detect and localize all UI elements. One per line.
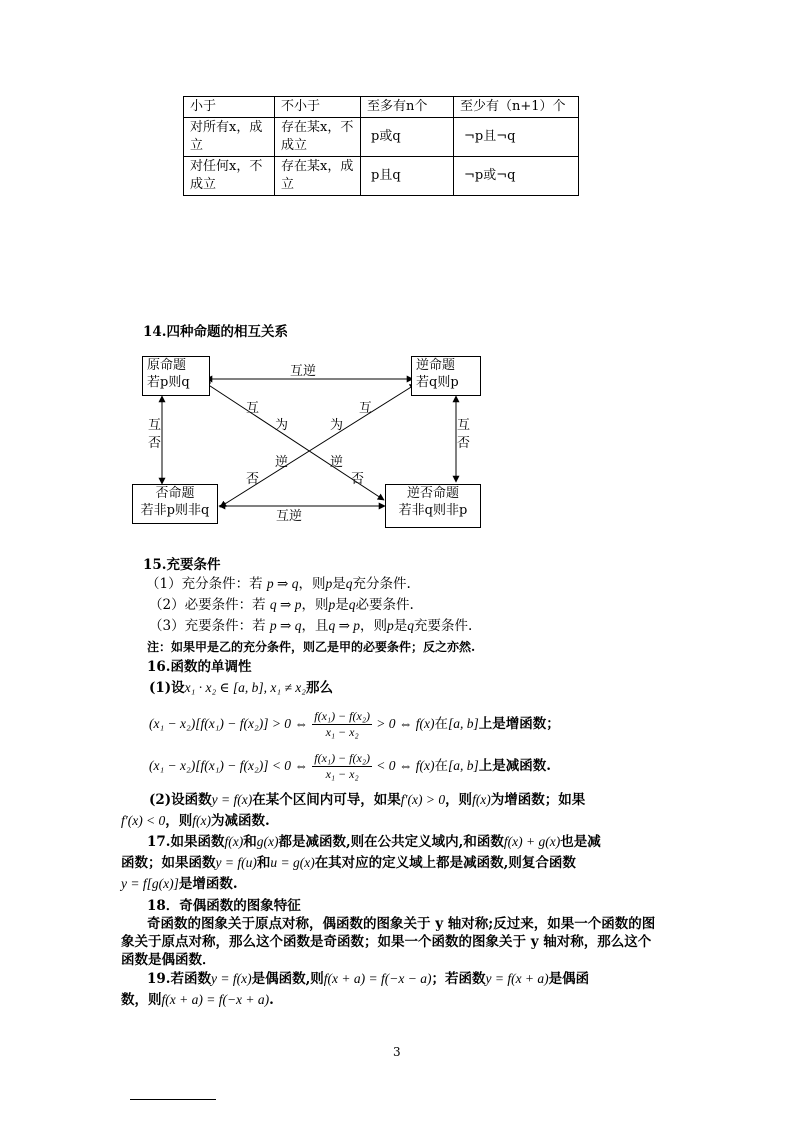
monotonic-def-line xyxy=(149,679,333,697)
text: 是 xyxy=(393,618,408,634)
note-line: 注：如果甲是乙的充分条件，则乙是甲的必要条件；反之亦然. xyxy=(147,640,476,654)
derivative-line-1 xyxy=(149,791,585,809)
math: p xyxy=(325,576,333,591)
inverse-proposition-box xyxy=(132,484,218,524)
diagonal-label: 逆 xyxy=(330,455,344,470)
fraction xyxy=(312,709,372,740)
converse-label-top: 互逆 xyxy=(290,364,317,379)
section-16-title: 16.函数的单调性 xyxy=(147,659,252,675)
text: (2)设函数 xyxy=(149,792,212,808)
table-header-cell: 至多有n个 xyxy=(361,97,454,118)
math: y = f(x + a) xyxy=(485,971,549,986)
diagonal-label: 互 xyxy=(359,401,373,416)
table-cell: 存在某x，成立 xyxy=(275,157,361,196)
table-cell: 对所有x，成立 xyxy=(184,118,275,157)
text: 在 xyxy=(434,758,448,774)
text: (1)设 xyxy=(149,680,185,696)
math: [a, b] xyxy=(448,758,479,773)
math: f(x) + g(x) xyxy=(503,834,561,849)
inverse-label-left-1: 互 xyxy=(148,418,162,433)
math: p ⇒ q xyxy=(266,576,299,591)
text: 在 xyxy=(434,716,448,732)
text: 为减函数. xyxy=(211,813,270,829)
text: ，则 xyxy=(301,597,329,613)
denominator: x₁ − x₂ xyxy=(325,767,359,781)
inverse-label-left-2: 否 xyxy=(148,436,162,451)
text: ，且 xyxy=(301,618,329,634)
increasing-formula xyxy=(149,704,560,744)
derivative-line-2 xyxy=(121,812,270,830)
math: p ⇒ q xyxy=(269,618,302,633)
section-17-line-2 xyxy=(121,854,576,872)
math: [a, b] xyxy=(448,716,479,731)
footnote-separator xyxy=(130,1099,216,1100)
text: （1）充分条件：若 xyxy=(146,576,263,592)
math: x₁ · x₂ ∈ [a, b], x₁ ≠ x₂ xyxy=(184,680,306,695)
text: 为增函数；如果 xyxy=(490,792,586,808)
necessary-condition-line xyxy=(149,596,414,614)
section-18-line-1: 奇函数的图象关于原点对称，偶函数的图象关于 y 轴对称;反过来，如果一个函数的图 xyxy=(147,916,656,932)
box-label: 逆命题 xyxy=(416,358,456,373)
box-label: 否命题 xyxy=(155,486,195,501)
inverse-label-right-2: 否 xyxy=(457,436,471,451)
text: ；若函数 xyxy=(431,971,486,987)
fraction xyxy=(312,751,372,782)
math: f(x) xyxy=(472,792,491,807)
text: 数，则 xyxy=(121,992,162,1008)
math: q xyxy=(345,576,353,591)
text: ，则 xyxy=(165,813,193,829)
math: q xyxy=(348,597,356,612)
table-cell: 对任何x，不成立 xyxy=(184,157,275,196)
text: 充要条件. xyxy=(414,618,473,634)
text: 是 xyxy=(335,597,349,613)
math: g(x) xyxy=(256,834,279,849)
math: f(x) xyxy=(192,813,212,828)
math: q xyxy=(407,618,415,633)
math: y = f(x) xyxy=(211,792,253,807)
denominator: x₁ − x₂ xyxy=(325,725,359,739)
text: 也是减 xyxy=(560,834,601,850)
contrapositive-proposition-box xyxy=(385,484,481,528)
text: ，则 xyxy=(360,618,388,634)
box-label: 若非q则非p xyxy=(398,503,468,518)
section-18-title: 18．奇偶函数的图象特征 xyxy=(147,898,301,914)
math: < 0 ⇔ f(x) xyxy=(376,758,435,773)
propositions-diagram-arrows xyxy=(0,0,794,560)
text: （3）充要条件：若 xyxy=(149,618,266,634)
box-label: 原命题 xyxy=(147,358,187,373)
table-cell: ¬p或¬q xyxy=(454,157,579,196)
math: p xyxy=(328,597,336,612)
text: 是偶函 xyxy=(548,971,590,987)
box-label: 若非p则非q xyxy=(140,503,210,518)
text: 是 xyxy=(332,576,346,592)
diagonal-label: 互 xyxy=(246,401,260,416)
text: 17.如果函数 xyxy=(147,834,225,850)
table-cell: ¬p且¬q xyxy=(454,118,579,157)
section-15-title: 15.充要条件 xyxy=(143,557,221,573)
math: (x₁ − x₂)[f(x₁) − f(x₂)] < 0 ⇔ xyxy=(149,758,308,773)
table-cell: p且q xyxy=(361,157,454,196)
converse-label-bottom: 互逆 xyxy=(276,509,303,524)
math: > 0 ⇔ f(x) xyxy=(376,716,435,731)
box-label: 逆否命题 xyxy=(406,486,459,501)
math: y = f(x) xyxy=(211,971,252,986)
math: p xyxy=(387,618,394,633)
numerator: f(x₁) − f(x₂) xyxy=(314,751,370,765)
section-19-line-1 xyxy=(147,970,589,988)
text: 在其对应的定义域上都是减函数,则复合函数 xyxy=(314,855,576,871)
text: （2）必要条件：若 xyxy=(149,597,266,613)
text: 必要条件. xyxy=(355,597,414,613)
text: 充分条件. xyxy=(352,576,411,592)
text: 和 xyxy=(256,855,271,871)
diagonal-label: 为 xyxy=(275,418,289,433)
box-label: 若p则q xyxy=(147,375,190,390)
math: f′(x) < 0 xyxy=(121,813,166,828)
text: ，则 xyxy=(298,576,326,592)
math: y = f[g(x)] xyxy=(121,876,179,891)
table-header-cell: 至少有（n+1）个 xyxy=(454,97,579,118)
page-number: 3 xyxy=(393,1045,401,1059)
box-label: 若q则p xyxy=(416,375,459,390)
diagonal-label: 为 xyxy=(330,418,344,433)
math: y = f(u) xyxy=(215,855,257,870)
text: 是偶函数,则 xyxy=(251,971,324,987)
math: q ⇒ p xyxy=(328,618,361,633)
table-cell: 存在某x，不成立 xyxy=(275,118,361,157)
text: 在某个区间内可导，如果 xyxy=(252,792,401,808)
math: q ⇒ p xyxy=(269,597,302,612)
math: f(x + a) = f(−x − a) xyxy=(323,971,432,986)
section-19-line-2 xyxy=(121,991,274,1009)
decreasing-formula xyxy=(149,746,551,786)
text: 函数；如果函数 xyxy=(121,855,216,871)
diagonal-label: 否 xyxy=(246,472,260,487)
section-18-line-2: 象关于原点对称，那么这个函数是奇函数；如果一个函数的图象关于 y 轴对称，那么这个 xyxy=(121,934,652,950)
numerator: f(x₁) − f(x₂) xyxy=(314,709,370,723)
table-header-cell: 不小于 xyxy=(275,97,361,118)
text: 是增函数. xyxy=(178,876,238,892)
original-proposition-box xyxy=(142,356,210,396)
math: (x₁ − x₂)[f(x₁) − f(x₂)] > 0 ⇔ xyxy=(149,716,308,731)
section-17-line-3 xyxy=(121,875,238,893)
text: 都是减函数,则在公共定义域内,和函数 xyxy=(278,834,504,850)
diagonal-label: 逆 xyxy=(275,455,289,470)
inverse-label-right-1: 互 xyxy=(457,418,471,433)
math: f(x + a) = f(−x + a) xyxy=(161,992,270,1007)
text: 上是减函数. xyxy=(478,758,551,774)
math: f′(x) > 0 xyxy=(400,792,446,807)
text: 19.若函数 xyxy=(147,971,211,987)
math: u = g(x) xyxy=(270,855,315,870)
section-14-title: 14.四种命题的相互关系 xyxy=(143,324,288,340)
sufficient-necessary-line xyxy=(149,617,472,635)
text: 和 xyxy=(243,834,257,850)
table-cell: p或q xyxy=(361,118,454,157)
table-header-cell: 小于 xyxy=(184,97,275,118)
math: f(x) xyxy=(224,834,244,849)
section-18-line-3: 函数是偶函数． xyxy=(121,952,216,968)
sufficient-condition-line xyxy=(146,575,411,593)
converse-proposition-box xyxy=(411,356,481,396)
text: ，则 xyxy=(445,792,473,808)
diagonal-label: 否 xyxy=(351,472,365,487)
text: . xyxy=(269,992,274,1008)
text: 上是增函数； xyxy=(478,716,560,732)
text: 那么 xyxy=(305,680,333,696)
section-17-line-1 xyxy=(147,833,601,851)
